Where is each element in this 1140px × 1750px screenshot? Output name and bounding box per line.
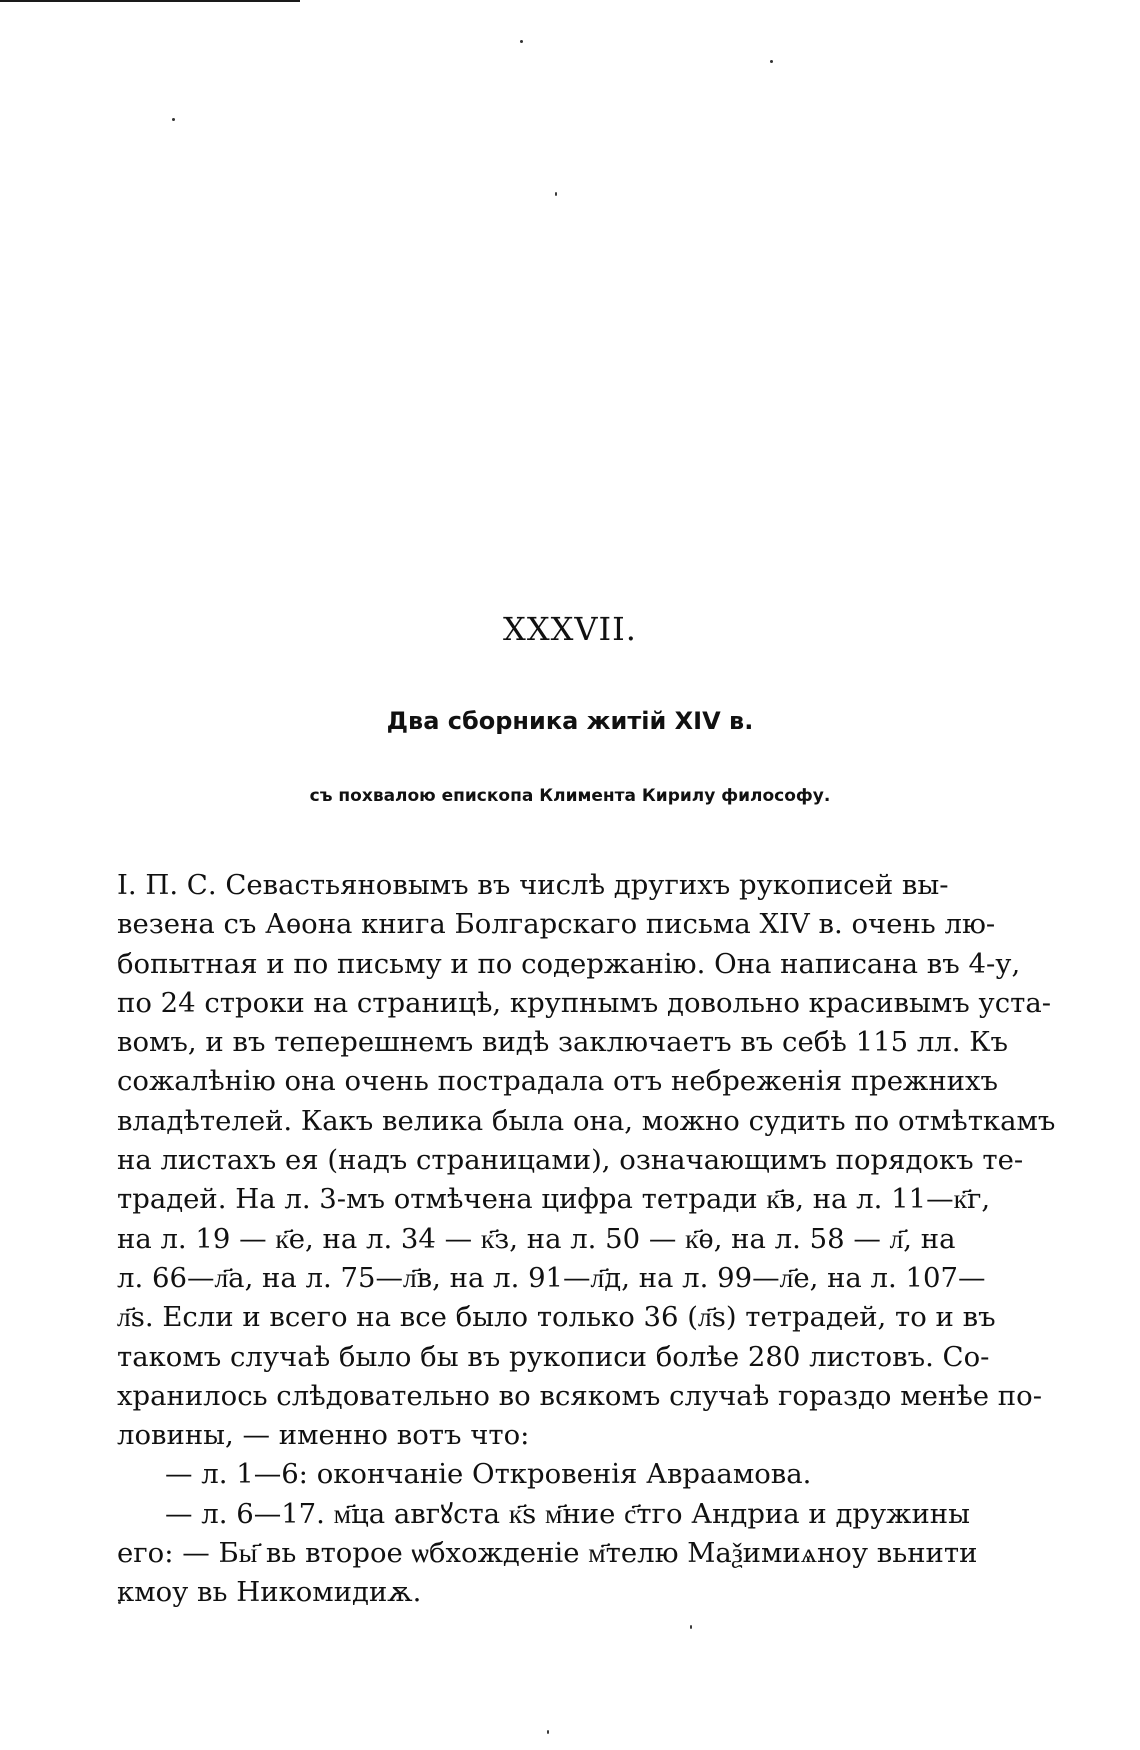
text-line: — л. 1—6: окончаніе Откровенія Авраамова.	[165, 1458, 812, 1491]
body-text	[117, 866, 1056, 1613]
text-line: кмоу вь Никомидиѫ.	[117, 1576, 422, 1609]
article-subtitle: съ похвалою епископа Климента Кирилу философу.	[309, 786, 831, 806]
text-line: хранилось слѣдовательно во всякомъ случаѣ гораздо менѣе по-	[117, 1379, 1042, 1412]
text-line: по 24 строки на страницѣ, крупнымъ довольно красивымъ уста-	[117, 986, 1052, 1019]
text-line: I. П. С. Севастьяновымъ въ числѣ другихъ рукописей вы-	[117, 869, 949, 901]
scan-speck	[690, 1625, 692, 1629]
scan-speck	[555, 192, 557, 196]
article-title: Два сборника житій XIV в.	[386, 707, 754, 735]
text-line: — л. 6—17. м҃ца авгꙋста к҃s м҃ние с҃тго Андриа и дружины	[165, 1497, 971, 1530]
scan-speck	[547, 1730, 549, 1734]
text-line: везена съ Аѳона книга Болгарскаго письма XIV в. очень лю-	[117, 908, 996, 941]
text-line: л҃s. Если и всего на все было только 36 (л҃s) тетрадей, то и въ	[117, 1301, 996, 1334]
scan-speck	[770, 60, 773, 63]
text-line: традей. На л. 3-мъ отмѣчена цифра тетради к҃в, на л. 11—к҃г,	[117, 1183, 991, 1216]
text-line: на л. 19 — к҃е, на л. 34 — к҃з, на л. 50 — к҃ѳ, на л. 58 — л҃, на	[117, 1222, 956, 1255]
text-line: бопытная и по письму и по содержанію. Она написана въ 4-у,	[117, 947, 1021, 980]
scan-edge-mark	[0, 0, 300, 2]
scan-speck	[172, 118, 175, 121]
text-line: л. 66—л҃а, на л. 75—л҃в, на л. 91—л҃д, на л. 99—л҃е, на л. 107—	[117, 1261, 986, 1294]
text-line: владѣтелей. Какъ велика была она, можно судить по отмѣткамъ	[117, 1104, 1056, 1137]
text-line: ловины, — именно вотъ что:	[117, 1419, 530, 1452]
text-line: его: — Бы҃ вь второе ѡбхожденіе м҃телю Маѯимиѧноу вьнити	[117, 1537, 978, 1570]
scan-speck	[520, 40, 523, 43]
text-line: сожалѣнію она очень пострадала отъ небреженія прежнихъ	[117, 1065, 999, 1098]
section-number: XXXVII.	[503, 610, 637, 648]
text-line: вомъ, и въ теперешнемъ видѣ заключаетъ въ себѣ 115 лл. Къ	[117, 1026, 1009, 1059]
text-line: такомъ случаѣ было бы въ рукописи болѣе 280 листовъ. Со-	[117, 1340, 990, 1373]
text-line: на листахъ ея (надъ страницами), означающимъ порядокъ те-	[117, 1144, 1024, 1177]
